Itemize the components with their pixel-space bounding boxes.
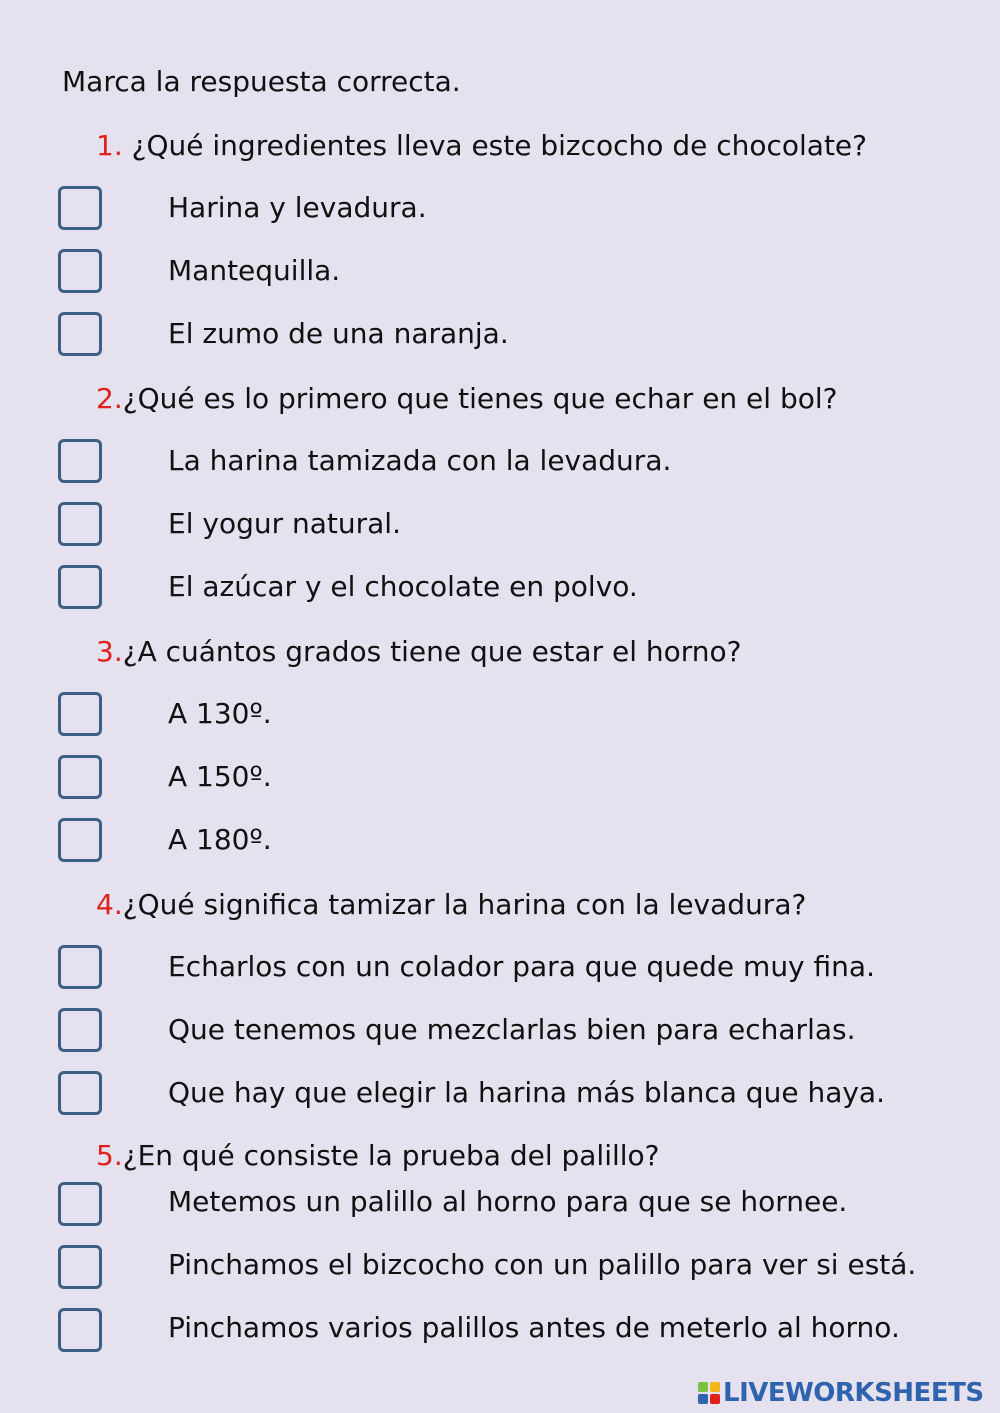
- option-label: A 150º.: [168, 760, 272, 793]
- question-3: [96, 632, 742, 672]
- answer-checkbox[interactable]: [58, 249, 102, 293]
- logo-text: LIVEWORKSHEETS: [723, 1378, 984, 1408]
- option-label: Pinchamos varios palillos antes de meterlo al horno.: [168, 1311, 900, 1344]
- answer-checkbox[interactable]: [58, 692, 102, 736]
- question-text: ¿Qué es lo primero que tienes que echar en el bol?: [122, 382, 838, 415]
- option-4b: [58, 1008, 958, 1058]
- option-3b: [58, 755, 958, 805]
- option-5b: [58, 1245, 958, 1295]
- question-number: 5.: [96, 1139, 123, 1172]
- option-label: Mantequilla.: [168, 254, 341, 287]
- option-3a: [58, 692, 958, 742]
- option-2c: [58, 565, 958, 615]
- option-5c: [58, 1308, 958, 1358]
- option-label: A 180º.: [168, 823, 272, 856]
- question-text: ¿En qué consiste la prueba del palillo?: [122, 1139, 660, 1172]
- question-number: 3.: [96, 635, 123, 668]
- question-5: [96, 1136, 660, 1176]
- option-3c: [58, 818, 958, 868]
- answer-checkbox[interactable]: [58, 1008, 102, 1052]
- question-number: 2.: [96, 382, 123, 415]
- answer-checkbox[interactable]: [58, 1245, 102, 1289]
- liveworksheets-logo-icon: [698, 1382, 720, 1404]
- option-2a: [58, 439, 958, 489]
- question-text: ¿Qué significa tamizar la harina con la levadura?: [122, 888, 807, 921]
- option-label: Harina y levadura.: [168, 191, 427, 224]
- option-label: A 130º.: [168, 697, 272, 730]
- answer-checkbox[interactable]: [58, 1308, 102, 1352]
- option-4c: [58, 1071, 958, 1121]
- answer-checkbox[interactable]: [58, 1071, 102, 1115]
- instruction-text: Marca la respuesta correcta.: [62, 65, 461, 98]
- question-4: [96, 885, 806, 925]
- option-label: Que tenemos que mezclarlas bien para echarlas.: [168, 1013, 856, 1046]
- question-text: ¿Qué ingredientes lleva este bizcocho de chocolate?: [122, 129, 868, 162]
- option-1a: [58, 186, 958, 236]
- answer-checkbox[interactable]: [58, 755, 102, 799]
- option-5a: [58, 1182, 958, 1232]
- answer-checkbox[interactable]: [58, 1182, 102, 1226]
- answer-checkbox[interactable]: [58, 439, 102, 483]
- answer-checkbox[interactable]: [58, 502, 102, 546]
- option-label: Echarlos con un colador para que quede muy fina.: [168, 950, 875, 983]
- option-label: El yogur natural.: [168, 507, 401, 540]
- option-label: El azúcar y el chocolate en polvo.: [168, 570, 638, 603]
- answer-checkbox[interactable]: [58, 186, 102, 230]
- answer-checkbox[interactable]: [58, 312, 102, 356]
- question-number: 1.: [96, 129, 123, 162]
- option-1b: [58, 249, 958, 299]
- option-4a: [58, 945, 958, 995]
- question-number: 4.: [96, 888, 123, 921]
- question-2: [96, 379, 838, 419]
- option-label: Metemos un palillo al horno para que se hornee.: [168, 1185, 848, 1218]
- option-label: Pinchamos el bizcocho con un palillo para ver si está.: [168, 1248, 917, 1281]
- question-text: ¿A cuántos grados tiene que estar el horno?: [122, 635, 742, 668]
- option-label: La harina tamizada con la levadura.: [168, 444, 672, 477]
- option-label: El zumo de una naranja.: [168, 317, 509, 350]
- answer-checkbox[interactable]: [58, 565, 102, 609]
- option-label: Que hay que elegir la harina más blanca que haya.: [168, 1076, 885, 1109]
- question-1: [96, 126, 867, 166]
- liveworksheets-logo: [698, 1378, 984, 1410]
- option-1c: [58, 312, 958, 362]
- option-2b: [58, 502, 958, 552]
- answer-checkbox[interactable]: [58, 945, 102, 989]
- answer-checkbox[interactable]: [58, 818, 102, 862]
